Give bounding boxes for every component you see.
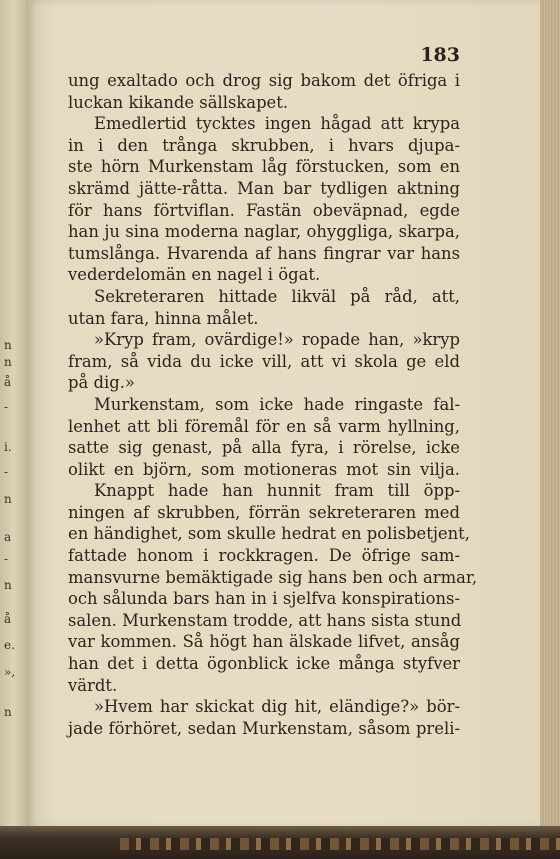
text-line: fattade honom i rockkragen. De öfrige sam- xyxy=(68,546,460,566)
margin-letter: », xyxy=(4,665,16,679)
margin-letter: n xyxy=(4,492,12,506)
margin-letter: n xyxy=(4,578,12,592)
text-line: fram, så vida du icke vill, att vi skola ge eld xyxy=(68,351,460,371)
margin-letter: e. xyxy=(4,638,15,652)
margin-letter: i. xyxy=(4,440,12,454)
text-line: skrämd jätte-råtta. Man bar tydligen aktning xyxy=(68,178,460,198)
page-stack-edge xyxy=(540,0,560,840)
text-line: Knappt hade han hunnit fram till öpp- xyxy=(94,481,460,501)
marbled-edge xyxy=(120,838,560,850)
left-page-margin-letters xyxy=(0,0,26,835)
text-line: Murkenstam, som icke hade ringaste fal- xyxy=(94,394,460,414)
margin-letter: å xyxy=(4,612,12,626)
text-line: olikt en björn, som motioneras mot sin vilja. xyxy=(68,459,460,479)
text-line: Sekreteraren hittade likväl på råd, att, xyxy=(94,286,460,306)
text-line: ningen af skrubben, förrän sekreteraren med xyxy=(68,502,460,522)
margin-letter: n xyxy=(4,355,12,369)
text-line: vederdelomän en nagel i ögat. xyxy=(68,265,321,285)
body-text xyxy=(68,70,478,739)
text-line: en händighet, som skulle hedrat en polisbetjent, xyxy=(68,524,470,544)
text-line: för hans förtviflan. Fastän obeväpnad, egde xyxy=(68,200,460,220)
text-line: ste hörn Murkenstam låg förstucken, som en xyxy=(68,157,460,177)
text-line: mansvurne bemäktigade sig hans ben och armar, xyxy=(68,567,478,587)
margin-letter: - xyxy=(4,552,9,566)
margin-letter: - xyxy=(4,465,9,479)
margin-letter: n xyxy=(4,338,12,352)
text-line: »Hvem har skickat dig hit, eländige?» bör- xyxy=(94,697,460,717)
text-line: var kommen. Så högt han älskade lifvet, ansåg xyxy=(68,632,460,652)
text-line: han ju sina moderna naglar, ohyggliga, skarpa, xyxy=(68,222,460,242)
text-line: salen. Murkenstam trodde, att hans sista stund xyxy=(68,610,462,630)
text-line: jade förhöret, sedan Murkenstam, såsom preli- xyxy=(68,718,460,738)
text-line: luckan kikande sällskapet. xyxy=(68,92,289,112)
text-line: värdt. xyxy=(68,675,118,695)
margin-letter: - xyxy=(4,400,9,414)
text-line: och sålunda bars han in i sjelfva konspirations- xyxy=(68,589,460,609)
margin-letter: å xyxy=(4,375,12,389)
text-line: »Kryp fram, ovärdige!» ropade han, »kryp xyxy=(94,330,460,350)
text-line: in i den trånga skrubben, i hvars djupa- xyxy=(68,135,460,155)
text-line: ung exaltado och drog sig bakom det öfriga i xyxy=(68,71,460,90)
margin-letter: n xyxy=(4,705,12,719)
text-line: han det i detta ögonblick icke många styfver xyxy=(68,654,460,674)
text-line: lenhet att bli föremål för en så varm hyllning, xyxy=(68,416,460,436)
text-line: Emedlertid tycktes ingen hågad att krypa xyxy=(94,114,460,134)
text-line: utan fara, hinna målet. xyxy=(68,308,259,328)
text-line: satte sig genast, på alla fyra, i rörelse, icke xyxy=(68,438,460,458)
text-line: på dig.» xyxy=(68,373,135,393)
page-number: 183 xyxy=(420,44,460,66)
margin-letter: a xyxy=(4,530,12,544)
text-line: tumslånga. Hvarenda af hans fingrar var hans xyxy=(68,243,460,263)
